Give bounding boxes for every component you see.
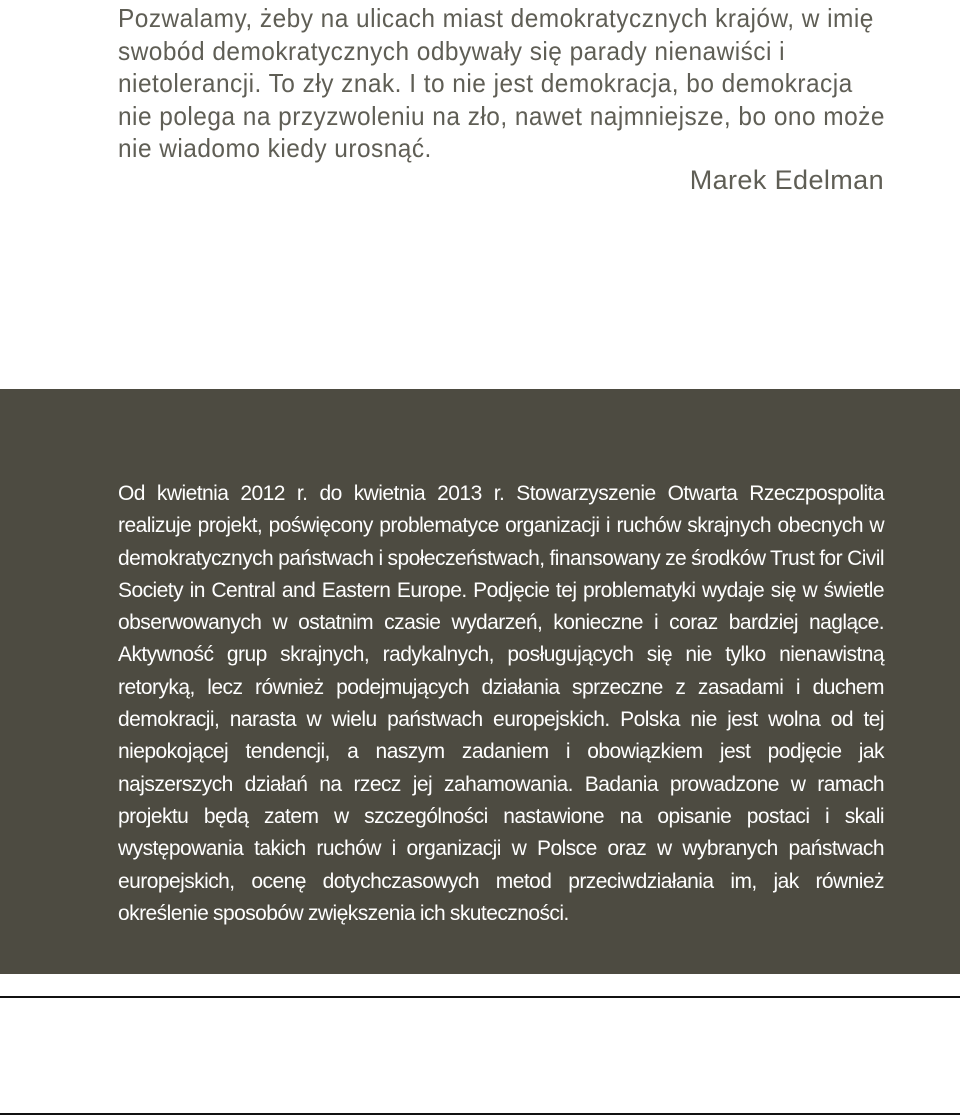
project-description-text: Od kwietnia 2012 r. do kwietnia 2013 r. Stowarzyszenie Otwarta Rzeczpospolita realizuje projekt, poświęcony problematyce organizacji i ruchów skrajnych obecnych w demokratycznych państwach i społeczeństwach, finansowany ze środków Trust for Civil Society in Central and Eastern Europe. Podjęcie tej problematyki wydaje się w świetle obserwowanych w ostatnim czasie wydarzeń, konieczne i coraz bardziej naglące. Aktywność grup skrajnych, radykalnych, posługujących się nie tylko nienawistną retoryką, lecz również podejmujących działania sprzeczne z zasadami i duchem demokracji, narasta w wielu państwach europejskich. Polska nie jest wolna od tej niepokojącej tendencji, a naszym zadaniem i obowiązkiem jest podjęcie jak najszerszych działań na rzecz jej zahamowania. Badania prowadzone w ramach projektu będą zatem w szczególności nastawione na opisanie postaci i skali występowania takich ruchów i organizacji w Polsce oraz w wybranych państwach europejskich, ocenę dotychczasowych metod przeciwdziałania im, jak również określenie sposobów zwiększenia ich skuteczności. (118, 482, 884, 925)
quote-text: Pozwalamy, żeby na ulicach miast demokratycznych krajów, w imię swobód demokratycznych odbywały się parady nienawiści i nietolerancji. To zły znak. I to nie jest demokracja, bo demokracja nie polega na przyzwoleniu na zło, nawet najmniejsze, bo ono może nie wiadomo kiedy urosnąć. (118, 3, 885, 163)
quote-author: Marek Edelman (689, 165, 884, 195)
horizontal-rule-bottom (0, 1113, 960, 1115)
horizontal-rule-top (0, 996, 960, 998)
project-description (118, 478, 884, 930)
project-info-panel (0, 389, 960, 974)
quote-block (118, 2, 888, 165)
